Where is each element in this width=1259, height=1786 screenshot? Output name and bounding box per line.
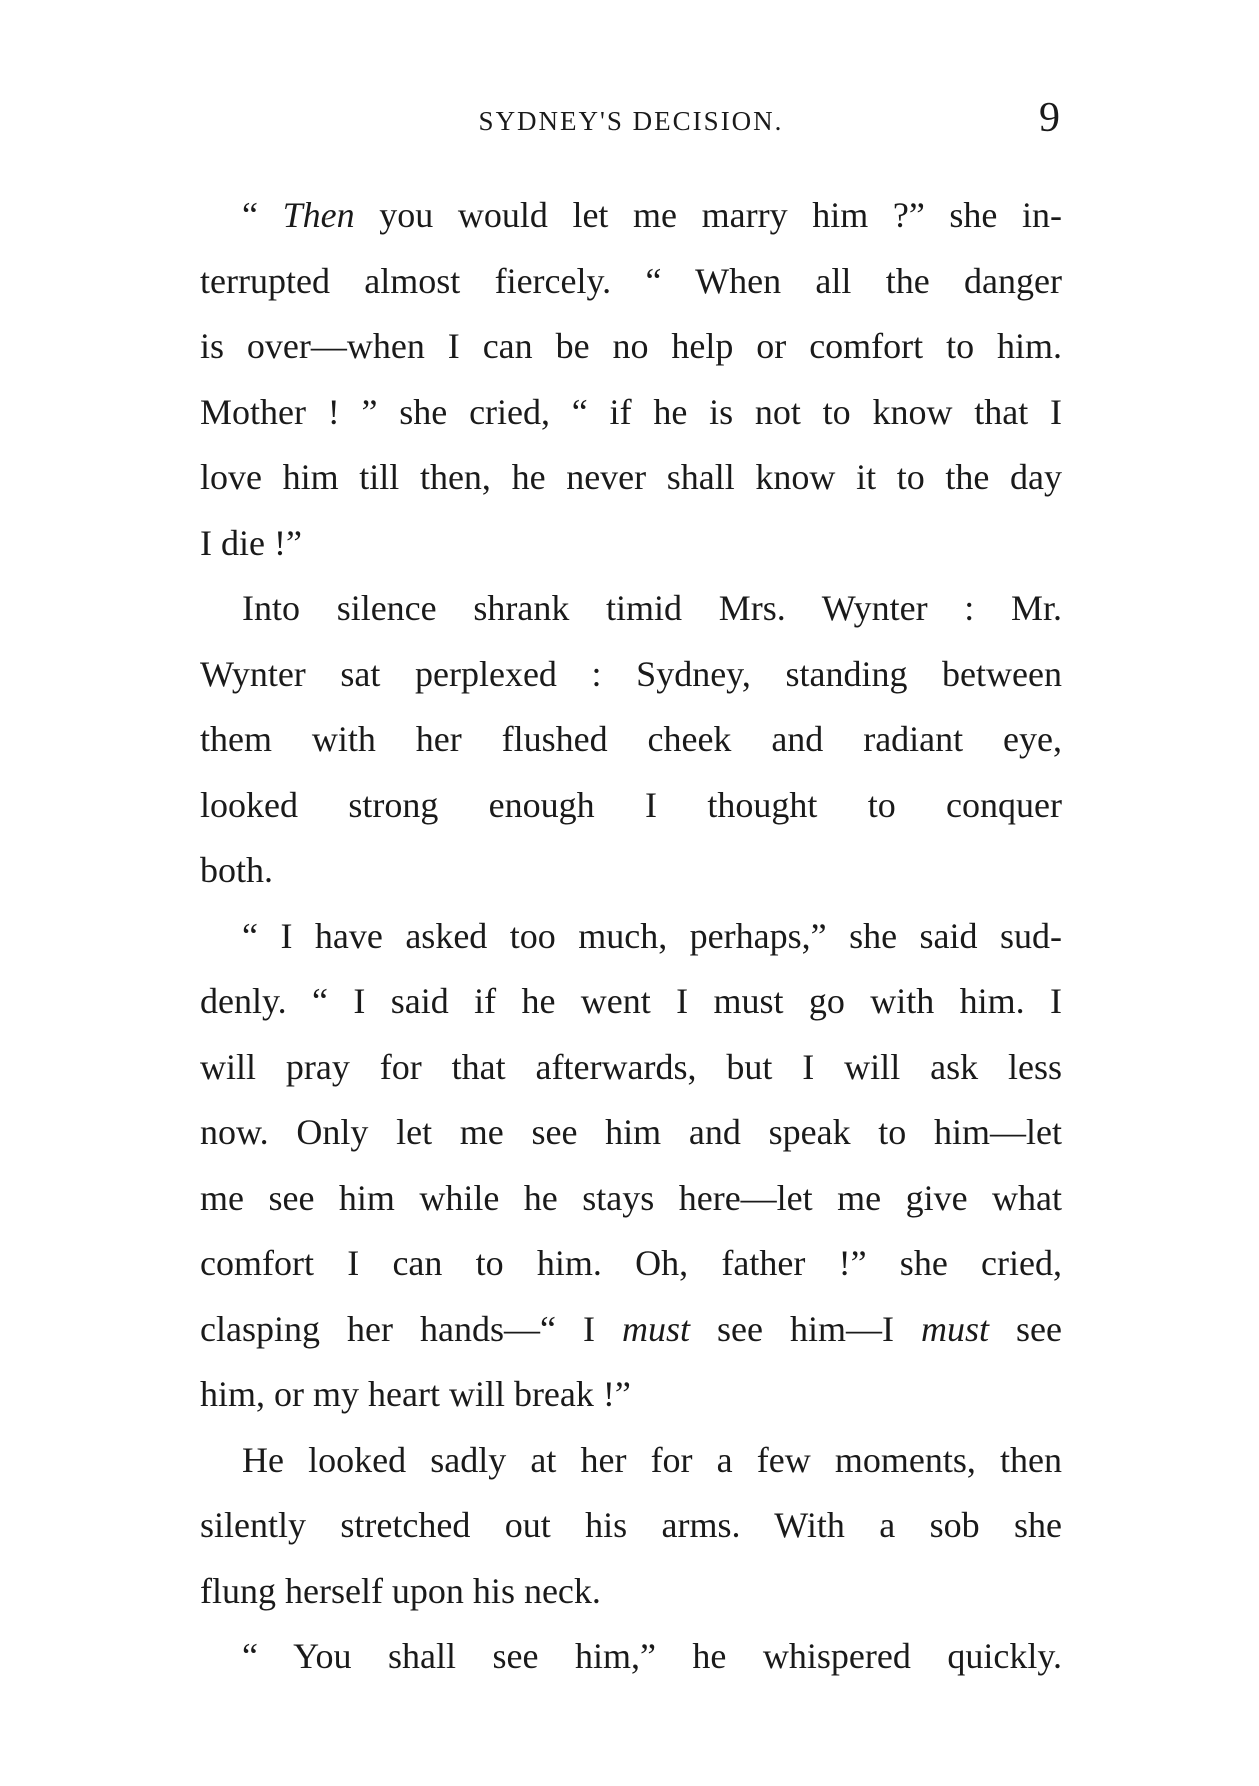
text-line [200, 1428, 1062, 1494]
paragraph [200, 1428, 1062, 1625]
text-run: “ You shall see him,” he whispered quickly. [242, 1636, 1062, 1676]
text-run: clasping her hands—“ I [200, 1308, 622, 1349]
italic-text: Then [282, 195, 355, 235]
text-run: silently stretched out his arms. With a sob she [200, 1505, 1062, 1545]
text-line [200, 1035, 1062, 1101]
page-number: 9 [1039, 95, 1060, 141]
text-line [200, 1166, 1062, 1232]
text-run: is over—when I can be no help or comfort to him. [200, 326, 1062, 366]
text-run: will pray for that afterwards, but I will ask less [200, 1046, 1062, 1087]
text-line [200, 969, 1062, 1035]
paragraph [200, 183, 1062, 576]
text-line [200, 1100, 1062, 1166]
text-run: denly. “ I said if he went I must go with him. I [200, 981, 1062, 1021]
text-line [200, 1297, 1062, 1363]
text-line [200, 773, 1062, 839]
text-line [200, 249, 1062, 315]
text-line [200, 1231, 1062, 1297]
text-run: comfort I can to him. Oh, father !” she cried, [200, 1243, 1062, 1283]
text-line [200, 1624, 1062, 1690]
text-line [200, 576, 1062, 642]
text-line [200, 707, 1062, 773]
text-run: see him—I [689, 1308, 921, 1349]
text-run: terrupted almost fiercely. “ When all the danger [200, 260, 1062, 301]
text-run: I die !” [200, 522, 302, 563]
text-run: me see him while he stays here—let me give what [200, 1177, 1062, 1218]
text-line [200, 1559, 1062, 1625]
text-run: looked strong enough I thought to conquer [200, 784, 1062, 825]
italic-text: must [921, 1308, 990, 1349]
paragraph [200, 1624, 1062, 1690]
text-line [200, 445, 1062, 511]
text-run: love him till then, he never shall know it to the day [200, 457, 1062, 497]
text-line [200, 183, 1062, 249]
text-run: now. Only let me see him and speak to him—let [200, 1112, 1062, 1152]
text-run: him, or my heart will break !” [200, 1374, 631, 1414]
text-run: Mother ! ” she cried, “ if he is not to know that I [200, 391, 1062, 432]
text-run: flung herself upon his neck. [200, 1570, 601, 1611]
text-line [200, 1362, 1062, 1428]
text-run: them with her flushed cheek and radiant eye, [200, 719, 1062, 759]
text-line [200, 904, 1062, 970]
text-line [200, 642, 1062, 708]
text-run: you would let me marry him ?” she in- [354, 195, 1063, 235]
text-run: both. [200, 850, 274, 890]
paragraph [200, 576, 1062, 904]
italic-text: must [621, 1308, 690, 1349]
text-run: see [989, 1308, 1062, 1349]
body-text [200, 183, 1062, 1690]
text-run: “ [242, 195, 283, 235]
paragraph [200, 904, 1062, 1428]
running-title: SYDNEY'S DECISION. [478, 106, 784, 136]
text-run: “ I have asked too much, perhaps,” she said sud- [242, 915, 1062, 956]
page-header [200, 92, 1062, 152]
text-run: Into silence shrank timid Mrs. Wynter : Mr. [242, 588, 1062, 628]
text-line [200, 511, 1062, 577]
text-line [200, 314, 1062, 380]
text-line [200, 1493, 1062, 1559]
text-run: Wynter sat perplexed : Sydney, standing between [200, 653, 1062, 694]
text-line [200, 838, 1062, 904]
text-line [200, 380, 1062, 446]
text-run: He looked sadly at her for a few moments, then [242, 1439, 1062, 1480]
